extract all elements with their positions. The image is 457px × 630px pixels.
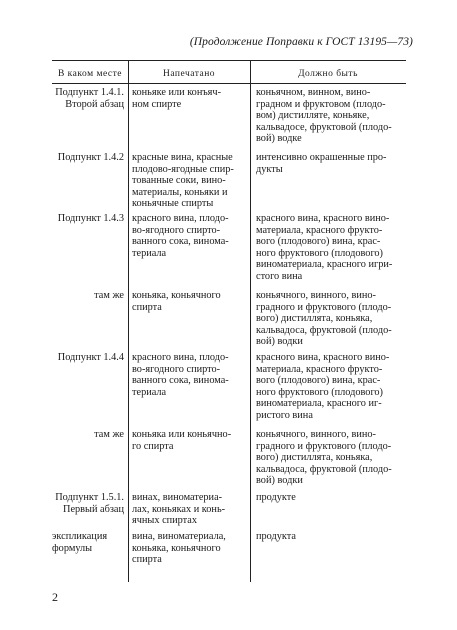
table-header-rule: [52, 83, 406, 84]
cell-line: ного фруктового (плодового): [256, 247, 383, 259]
cell-line: ристого вина: [256, 409, 313, 421]
cell-line: красного вина, плодо-: [132, 213, 229, 224]
should-be-cell: [256, 213, 406, 282]
cell-line: вой) водки: [256, 336, 303, 347]
place-cell: [52, 492, 124, 515]
printed-cell: [132, 213, 248, 259]
cell-line: красные вина, красные: [132, 152, 233, 163]
printed-cell: [132, 352, 248, 398]
place-cell: [52, 531, 124, 554]
cell-line: дукты: [256, 163, 283, 175]
cell-line: спирта: [132, 554, 162, 565]
cell-line: материалы, коньяки и: [132, 186, 228, 198]
cell-line: ячных спиртах: [132, 515, 198, 526]
should-be-cell: [256, 87, 406, 145]
cell-line: ванного сока, винома-: [132, 236, 229, 247]
cell-line: градном и фруктовом (плодо-: [256, 98, 386, 110]
cell-line: коньячные спирты: [132, 198, 214, 209]
cell-line: стого вина: [256, 270, 303, 282]
cell-line: ного фруктового (плодового): [256, 386, 383, 398]
cell-line: Подпункт 1.4.3: [57, 213, 124, 224]
printed-cell: [132, 290, 248, 313]
cell-line: го спирта: [132, 440, 174, 452]
cell-line: во-ягодного спирто-: [132, 224, 221, 236]
place-cell: [52, 290, 124, 302]
printed-cell: [132, 531, 248, 566]
cell-line: кальвадосе, фруктовой (плодо-: [256, 121, 392, 133]
column-divider: [128, 60, 129, 582]
cell-line: коньячного, винного, вино-: [256, 429, 376, 440]
cell-line: винах, виноматериа-: [132, 492, 223, 503]
page-number: 2: [52, 590, 58, 604]
should-be-cell: [256, 429, 406, 487]
cell-line: спирта: [132, 301, 162, 313]
cell-line: материала, красного фрукто-: [256, 363, 383, 375]
place-cell: [52, 152, 124, 164]
place-cell: [52, 213, 124, 225]
column-header-place: В каком месте: [57, 69, 123, 79]
cell-line: вого (плодового) вина, крас-: [256, 375, 381, 386]
cell-line: вого) дистиллята, коньяка,: [256, 313, 373, 324]
cell-line: вого) дистиллята, коньяка,: [256, 452, 373, 463]
cell-line: лах, коньяках и конь-: [132, 503, 226, 515]
cell-line: вого (плодового) вина, крас-: [256, 236, 381, 247]
place-cell: [52, 429, 124, 441]
cell-line: формулы: [52, 542, 93, 554]
cell-line: коньяка, коньячного: [132, 290, 221, 301]
place-cell: [52, 87, 124, 110]
cell-line: интенсивно окрашенные про-: [256, 152, 387, 163]
cell-line: там же: [94, 290, 124, 301]
cell-line: экспликация: [52, 531, 108, 542]
should-be-cell: [256, 531, 406, 543]
cell-line: коньячного, винного, вино-: [256, 290, 376, 301]
cell-line: Подпункт 1.4.4: [57, 352, 124, 363]
cell-line: Второй абзац: [65, 98, 124, 110]
cell-line: красного вина, плодо-: [132, 352, 229, 363]
table-top-rule: [52, 60, 406, 61]
cell-line: кальвадоса, фруктовой (плодо-: [256, 324, 392, 336]
cell-line: коньяка, коньячного: [132, 542, 221, 554]
cell-line: градного и фруктового (плодо-: [256, 301, 392, 313]
cell-line: Подпункт 1.5.1.: [55, 492, 124, 503]
cell-line: продукте: [256, 492, 296, 503]
cell-line: красного вина, красного вино-: [256, 213, 390, 224]
printed-cell: [132, 87, 248, 110]
column-divider: [250, 60, 251, 582]
should-be-cell: [256, 352, 406, 421]
cell-line: продукта: [256, 531, 296, 542]
cell-line: териала: [132, 386, 167, 398]
cell-line: вой) водки: [256, 475, 303, 486]
cell-line: ном спирте: [132, 98, 182, 110]
cell-line: материала, красного фрукто-: [256, 224, 383, 236]
page-header: (Продолжение Поправки к ГОСТ 13195—73): [189, 36, 413, 48]
cell-line: там же: [94, 429, 124, 440]
cell-line: плодово-ягодные спир-: [132, 163, 234, 175]
cell-line: вина, виноматериала,: [132, 531, 226, 542]
cell-line: Подпункт 1.4.1.: [55, 87, 124, 98]
cell-line: виноматериала, красного иг-: [256, 398, 382, 409]
should-be-cell: [256, 492, 406, 504]
cell-line: вой) водке: [256, 133, 302, 144]
cell-line: виноматериала, красного игри-: [256, 259, 393, 270]
should-be-cell: [256, 290, 406, 348]
place-cell: [52, 352, 124, 364]
column-header-should-be: Должно быть: [298, 69, 358, 79]
cell-line: териала: [132, 247, 167, 259]
cell-line: во-ягодного спирто-: [132, 363, 221, 375]
cell-line: коньяка или коньячно-: [132, 429, 232, 440]
cell-line: градного и фруктового (плодо-: [256, 440, 392, 452]
printed-cell: [132, 152, 248, 210]
cell-line: вом) дистилляте, коньяке,: [256, 110, 370, 121]
cell-line: тованные соки, вино-: [132, 175, 226, 186]
cell-line: Подпункт 1.4.2: [57, 152, 124, 163]
cell-line: красного вина, красного вино-: [256, 352, 390, 363]
should-be-cell: [256, 152, 406, 175]
column-header-printed: Напечатано: [162, 69, 216, 79]
printed-cell: [132, 429, 248, 452]
cell-line: коньячном, винном, вино-: [256, 87, 371, 98]
printed-cell: [132, 492, 248, 527]
cell-line: коньяке или конъяч-: [132, 87, 222, 98]
cell-line: ванного сока, винома-: [132, 375, 229, 386]
cell-line: Первый абзац: [63, 503, 124, 515]
cell-line: кальвадоса, фруктовой (плодо-: [256, 463, 392, 475]
